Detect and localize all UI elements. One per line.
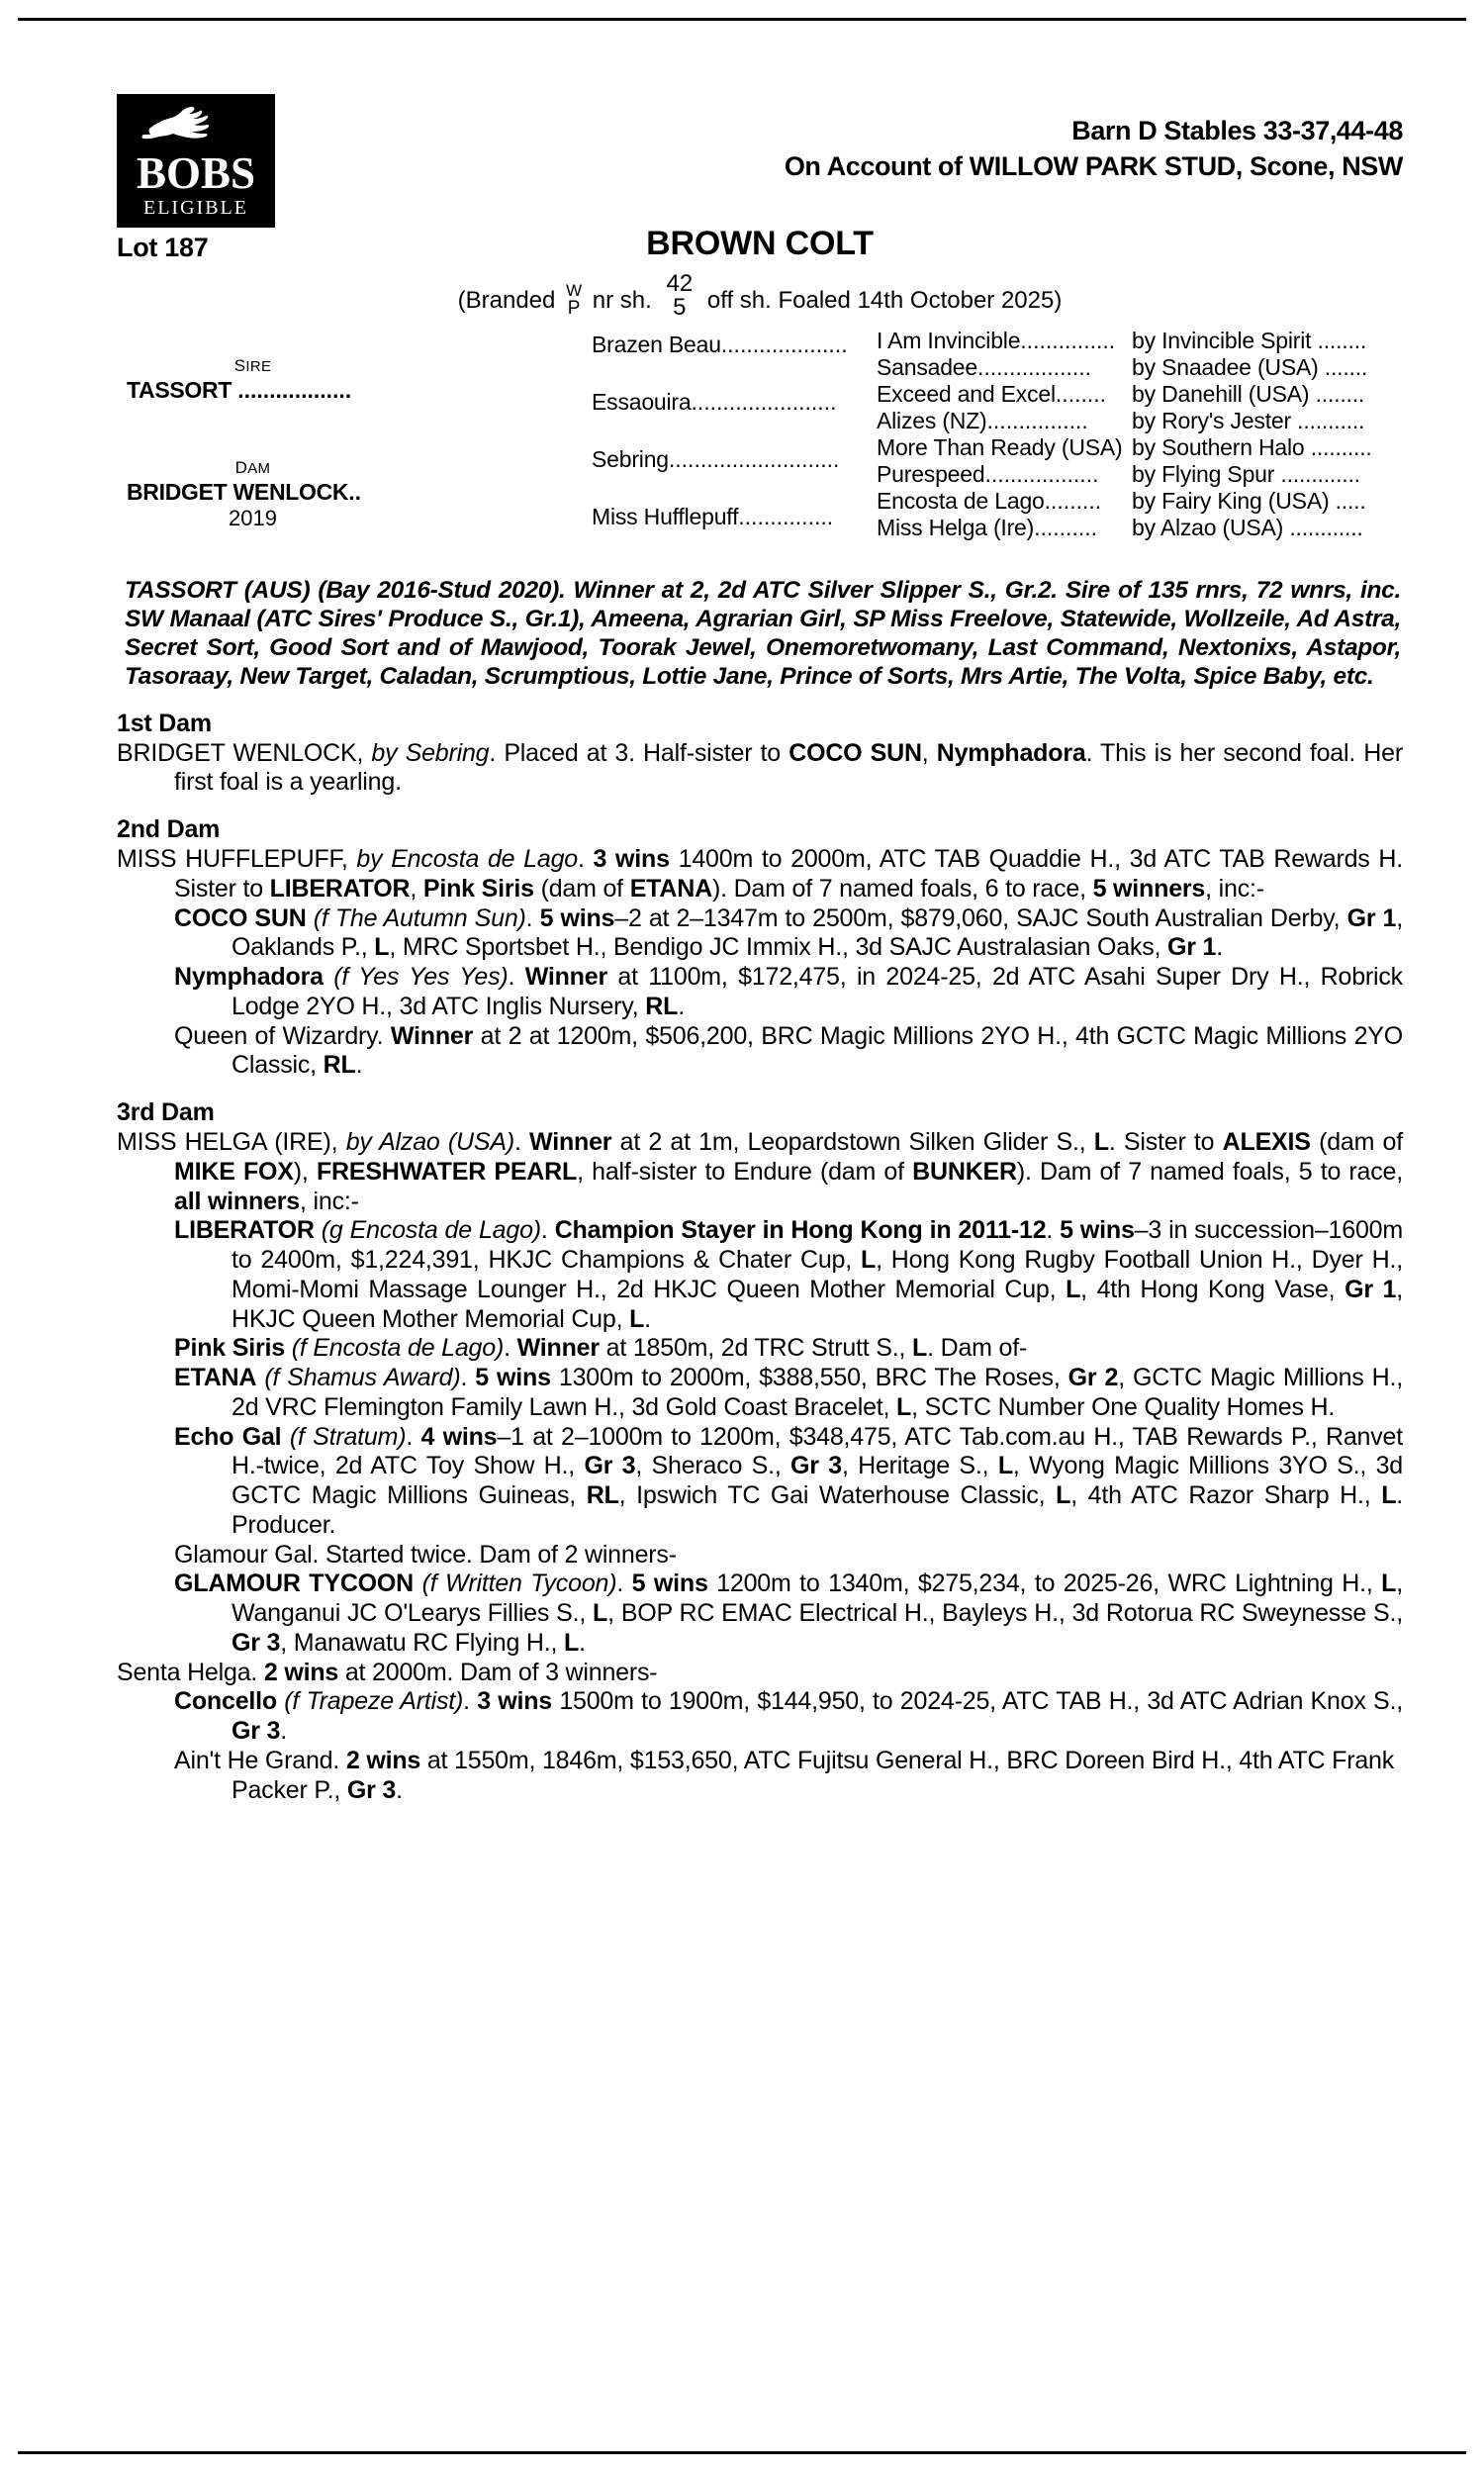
pedigree-col-parents xyxy=(127,328,379,531)
branded-suffix: off sh. Foaled 14th October 2025) xyxy=(706,286,1063,314)
dam-name: BRIDGET WENLOCK.. xyxy=(127,479,361,505)
branded-prefix: (Branded xyxy=(457,286,556,314)
grandparent-4: Miss Hufflepuff............... xyxy=(592,504,834,529)
pedigree-entry: Concello (f Trapeze Artist). 3 wins 1500m to 1900m, $144,950, to 2024-25, ATC TAB H., 3d ATC Adrian Knox S., Gr 3. xyxy=(174,1687,1403,1746)
brand-number-under: 5 xyxy=(673,294,687,321)
brand-symbol-under: P xyxy=(567,297,581,319)
brand-number xyxy=(667,272,694,320)
pedigree-entry: Ain't He Grand. 2 wins at 1550m, 1846m, $153,650, ATC Fujitsu General H., BRC Doreen Bird H., 4th ATC Frank Packer P., Gr 3. xyxy=(174,1746,1395,1804)
logo-wordmark: BOBS xyxy=(136,148,256,198)
on-account-of-line: On Account of WILLOW PARK STUD, Scone, NSW xyxy=(784,151,1403,181)
dam-section-heading: 1st Dam xyxy=(117,709,212,737)
grandparent-3: Sebring........................... xyxy=(592,446,840,472)
pedigree-entry: Pink Siris (f Encosta de Lago). Winner at 1850m, 2d TRC Strutt S., L. Dam of- xyxy=(174,1334,1028,1363)
barn-stables-line: Barn D Stables 33-37,44-48 xyxy=(1071,116,1403,145)
pedigree-entry: Echo Gal (f Stratum). 4 wins–1 at 2–1000m to 1200m, $348,475, ATC Tab.com.au H., TAB Rewards P., Ranvet H.-twice, 2d ATC Toy Show H., Gr 3, Sheraco S., Gr 3, Heritage S., L, Wyong Magic Millions 3YO S., 3d GCTC Magic Millions Guineas, RL, Ipswich TC Gai Waterhouse Classic, L, 4th ATC Razor Sharp H., L. Producer. xyxy=(174,1422,1404,1539)
pedigree-entry: Senta Helga. 2 wins at 2000m. Dam of 3 winners- xyxy=(117,1658,658,1686)
branded-line xyxy=(117,272,1403,320)
bottom-rule xyxy=(18,2451,1466,2454)
brand-symbol-over: W xyxy=(566,280,583,300)
pedigree-entry: ETANA (f Shamus Award). 5 wins 1300m to 2000m, $388,550, BRC The Roses, Gr 2, GCTC Magic Millions H., 2d VRC Flemington Family Lawn H., 3d Gold Coast Bracelet, L, SCTC Number One Quality Homes H. xyxy=(174,1364,1404,1421)
branded-nr-sh: nr sh. xyxy=(592,286,652,314)
pedigree-entry: BRIDGET WENLOCK, by Sebring. Placed at 3. Half-sister to COCO SUN, Nymphadora. This is her second foal. Her first foal is a yearling. xyxy=(117,738,1403,797)
grandparent-2: Essaouira....................... xyxy=(592,389,837,415)
grandparent-1: Brazen Beau.................... xyxy=(592,332,848,357)
lot-number: Lot 187 xyxy=(117,233,209,262)
horse-head-icon xyxy=(117,105,275,148)
dam-year: 2019 xyxy=(229,506,277,530)
top-rule xyxy=(18,18,1466,21)
great-grandparent-5: More Than Ready (USA) by Southern Halo .......... xyxy=(877,434,1372,460)
pedigree-entry: MISS HELGA (IRE), by Alzao (USA). Winner at 2 at 1m, Leopardstown Silken Glider S., L. Sister to ALEXIS (dam of MIKE FOX), FRESHWATER PEARL, half-sister to Endure (dam of BUNKER). Dam of 7 named foals, 5 to race, all winners, inc:- xyxy=(117,1128,1404,1215)
pedigree-entry: GLAMOUR TYCOON (f Written Tycoon). 5 wins 1200m to 1340m, $275,234, to 2025-26, WRC Lightning H., L, Wanganui JC O'Learys Fillies S., L, BOP RC EMAC Electrical H., Bayleys H., 3d Rotorua RC Sweynesse S., Gr 3, Manawatu RC Flying H., L. xyxy=(174,1570,1403,1657)
great-grandparent-3: Exceed and Excel........ by Danehill (USA) ........ xyxy=(877,381,1365,407)
pedigree-entry: COCO SUN (f The Autumn Sun). 5 wins–2 at 2–1347m to 2500m, $879,060, SAJC South Australian Derby, Gr 1, Oaklands P., L, MRC Sportsbet H., Bendigo JC Immix H., 3d SAJC Australasian Oaks, Gr 1. xyxy=(174,904,1403,962)
great-grandparent-4: Alizes (NZ)................ by Rory's Jester ........... xyxy=(877,408,1365,433)
pedigree-table xyxy=(117,328,1403,570)
great-grandparent-1: I Am Invincible............... by Invincible Spirit ........ xyxy=(877,328,1367,353)
pedigree-col-great-grandparents xyxy=(877,328,1372,541)
great-grandparent-7: Encosta de Lago......... by Fairy King (USA) ..... xyxy=(877,488,1366,514)
page-content xyxy=(117,94,1403,1805)
logo-subtext: ELIGIBLE xyxy=(143,197,248,219)
great-grandparent-6: Purespeed.................. by Flying Spur ............. xyxy=(877,461,1360,487)
dam-label: DAM xyxy=(234,458,271,477)
page-title: BROWN COLT xyxy=(646,225,874,262)
pedigree-entry: MISS HUFFLEPUFF, by Encosta de Lago. 3 wins 1400m to 2000m, ATC TAB Quaddie H., 3d ATC TAB Rewards H. Sister to LIBERATOR, Pink Siris (dam of ETANA). Dam of 7 named foals, 6 to race, 5 winners, inc:- xyxy=(117,845,1403,903)
dam-section-heading: 2nd Dam xyxy=(117,815,221,844)
bobs-eligible-logo xyxy=(117,94,275,228)
sire-summary-paragraph: TASSORT (AUS) (Bay 2016-Stud 2020). Winner at 2, 2d ATC Silver Slipper S., Gr.2. Sire of 135 rnrs, 72 wnrs, inc. SW Manaal (ATC Sires' Produce S., Gr.1), Ameena, Agrarian Girl, SP Miss Freelove, Statewide, Wollzeile, Ad Astra, Secret Sort, Good Sort and of Mawjood, Toorak Jewel, Onemoretwomany, Last Command, Nextonixs, Astapor, Tasoraay, New Target, Caladan, Scrumptious, Lottie Jane, Prince of Sorts, Mrs Artie, The Volta, Spice Baby, etc. xyxy=(125,577,1401,691)
page-header xyxy=(117,94,1403,321)
pedigree-entry: Nymphadora (f Yes Yes Yes). Winner at 1100m, $172,475, in 2024-25, 2d ATC Asahi Super Dry H., Robrick Lodge 2YO H., 3d ATC Inglis Nursery, RL. xyxy=(174,963,1403,1020)
brand-symbol xyxy=(566,282,582,318)
sire-name: TASSORT .................. xyxy=(127,377,352,403)
pedigree-col-grandparents xyxy=(592,328,874,530)
great-grandparent-2: Sansadee.................. by Snaadee (USA) ....... xyxy=(877,354,1368,380)
dam-sections xyxy=(117,710,1403,1806)
sire-label: SIRE xyxy=(233,356,272,375)
brand-number-over: 42 xyxy=(666,270,694,297)
dam-section-heading: 3rd Dam xyxy=(117,1098,215,1127)
pedigree-entry: LIBERATOR (g Encosta de Lago). Champion Stayer in Hong Kong in 2011-12. 5 wins–3 in succession–1600m to 2400m, $1,224,391, HKJC Champions & Chater Cup, L, Hong Kong Rugby Football Union H., Dyer H., Momi-Momi Massage Lounger H., 2d HKJC Queen Mother Memorial Cup, L, 4th Hong Kong Vase, Gr 1, HKJC Queen Mother Memorial Cup, L. xyxy=(174,1216,1403,1333)
great-grandparent-8: Miss Helga (Ire).......... by Alzao (USA) ............ xyxy=(877,515,1363,540)
pedigree-entry: Queen of Wizardry. Winner at 2 at 1200m, $506,200, BRC Magic Millions 2YO H., 4th GCTC Magic Millions 2YO Classic, RL. xyxy=(174,1021,1403,1080)
pedigree-entry: Glamour Gal. Started twice. Dam of 2 winners- xyxy=(174,1540,677,1569)
